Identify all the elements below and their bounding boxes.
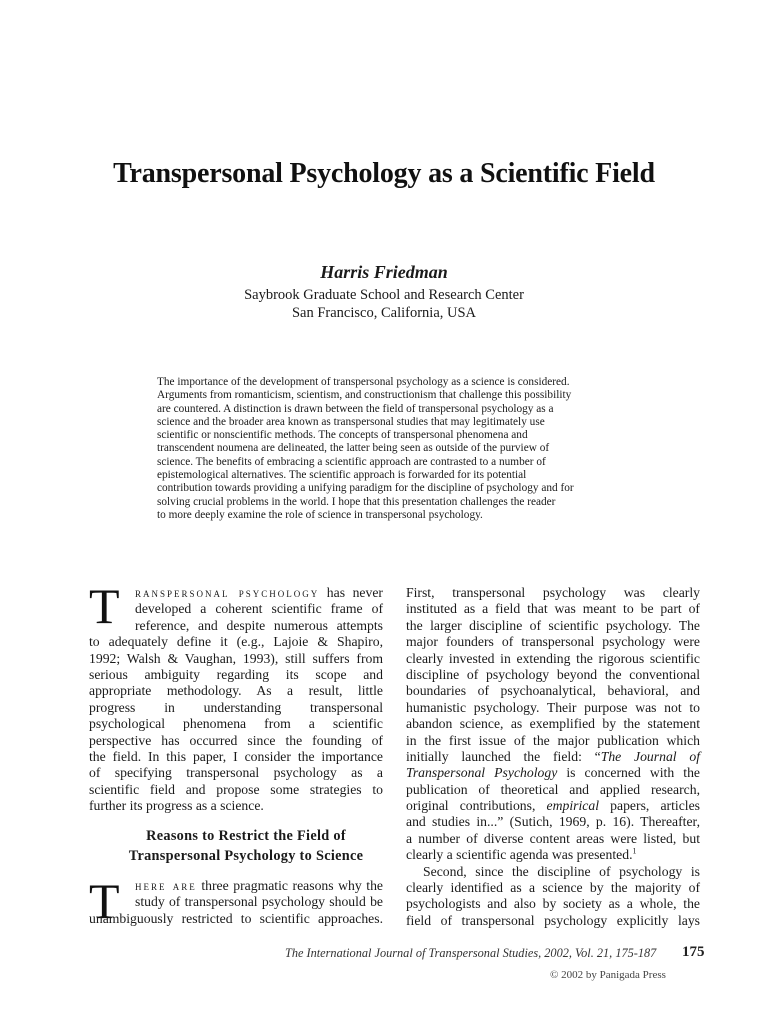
body-line: scientific field and propose some strategies to [89,781,383,797]
body-line: and studies in...” (Sutich, 1969, p. 16). Thereafter, [406,814,700,830]
body-line: to adequately define it (e.g., Lajoie & Shapiro, [89,634,383,650]
drop-cap: T [89,578,120,634]
body-line [406,765,700,781]
body-text: three pragmatic reasons why the [196,878,383,893]
body-line [406,798,700,814]
body-line: clearly identified as a science by the majority of [406,880,700,896]
section-heading-line: Transpersonal Psychology to Science [128,848,364,864]
body-line: clearly invested in extending the rigorous scientific [406,650,700,666]
section-heading-line: Reasons to Restrict the Field of [146,828,346,844]
body-line: the field. In this paper, I consider the importance [89,748,383,764]
journal-title-italic: Transpersonal Psychology [406,765,558,781]
abstract-line: contribution towards providing a unifying paradigm for the discipline of psychology and for [157,482,574,495]
page-number: 175 [682,944,705,960]
body-line: 1992; Walsh & Vaughan, 1993), still suffers from [89,650,383,666]
abstract-line: are countered. A distinction is drawn between the field of transpersonal psychology as a [157,402,554,415]
body-text: has never [319,585,383,600]
copyright-notice: © 2002 by Panigada Press [550,969,666,981]
body-line [406,749,700,765]
drop-cap: T [89,873,120,929]
body-text: is concerned with the [557,765,701,781]
abstract-line: Arguments from romanticism, scientism, and constructionism that challenge this possibility [157,389,572,402]
footnote-marker[interactable]: 1 [632,846,637,856]
left-column [89,585,383,814]
body-text: clearly a scientific agenda was presented. [406,847,633,863]
emphasis-italic: empirical [546,798,600,814]
body-line: a number of diverse content areas were listed, but [406,830,700,846]
body-line [406,847,700,863]
body-text: papers, articles [599,798,700,814]
body-line: further its progress as a science. [89,798,264,814]
body-line [89,585,383,601]
body-text: initially launched the field: “ [406,748,601,764]
abstract-line: epistemological alternatives. The scientific approach is forwarded for its potential [157,469,527,482]
author-name: Harris Friedman [320,262,448,282]
abstract [157,376,631,522]
abstract-line: The importance of the development of transpersonal psychology as a science is considered. [157,376,570,388]
body-line: First, transpersonal psychology was clearly [406,585,700,600]
body-line: in the first issue of the major publication which [406,732,700,748]
body-line: the larger discipline of scientific psychology. The [406,617,700,633]
body-line: instituted as a field that was meant to be part of [406,601,700,617]
abstract-line: science. The benefits of embracing a scientific approach are contrasted to a number of [157,455,546,468]
journal-citation: The International Journal of Transpersonal Studies, 2002, Vol. 21, 175-187 [285,946,657,960]
small-caps-lead: ranspersonal psychology [135,586,320,600]
abstract-line: scientific or nonscientific methods. The concepts of transpersonal phenomena and [157,429,528,442]
body-line: boundaries of psychoanalytical, behavioral, and [406,683,700,699]
journal-title-italic: The Journal of [600,748,700,764]
abstract-line: solving crucial problems in the world. I hope that this presentation challenges the reader [157,495,556,508]
body-line: study of transpersonal psychology should be [135,894,383,910]
abstract-line: science and the broader area known as transpersonal studies that may legitimately use [157,415,545,428]
small-caps-lead: here are [135,879,197,893]
body-line: publication of theoretical and applied research, [406,781,700,797]
body-line: developed a coherent scientific frame of [135,601,383,617]
affiliation-line-2: San Francisco, California, USA [291,305,477,321]
abstract-line: to more deeply examine the role of science in transpersonal psychology. [157,508,483,521]
section-heading [89,826,403,866]
left-column-section [89,873,383,929]
affiliation-line-1: Saybrook Graduate School and Research Center [244,287,524,303]
body-line: perspective has occurred since the founding of [89,732,383,748]
body-line: psychological phenomena from a scientific [89,716,383,732]
body-line: appropriate methodology. As a result, little [89,683,383,699]
abstract-line: transcendent noumena are delineated, the latter being seen as outside of the purview of [157,442,550,455]
right-column [406,585,700,929]
body-line: major founders of transpersonal psychology were [406,634,700,650]
body-text: original contributions, [406,798,547,814]
body-line: progress in understanding transpersonal [89,699,383,715]
body-line: reference, and despite numerous attempts [135,617,383,633]
body-line: serious ambiguity regarding its scope and [89,666,383,682]
body-line [89,878,383,894]
body-line: abandon science, as exemplified by the statement [406,716,700,732]
paper-title: Transpersonal Psychology as a Scientific Field [113,158,655,189]
body-line: humanistic psychology. Their purpose was not to [406,699,700,715]
body-line: psychologists and also by society as a whole, the [406,896,700,912]
body-line: field of transpersonal psychology explicitly lays [406,912,700,928]
body-line: Second, since the discipline of psychology is [423,863,700,879]
body-line: discipline of psychology beyond the conventional [406,666,700,682]
body-line: of specifying transpersonal psychology as a [89,765,383,781]
body-line: unambiguously restricted to scientific approaches. [89,910,383,926]
